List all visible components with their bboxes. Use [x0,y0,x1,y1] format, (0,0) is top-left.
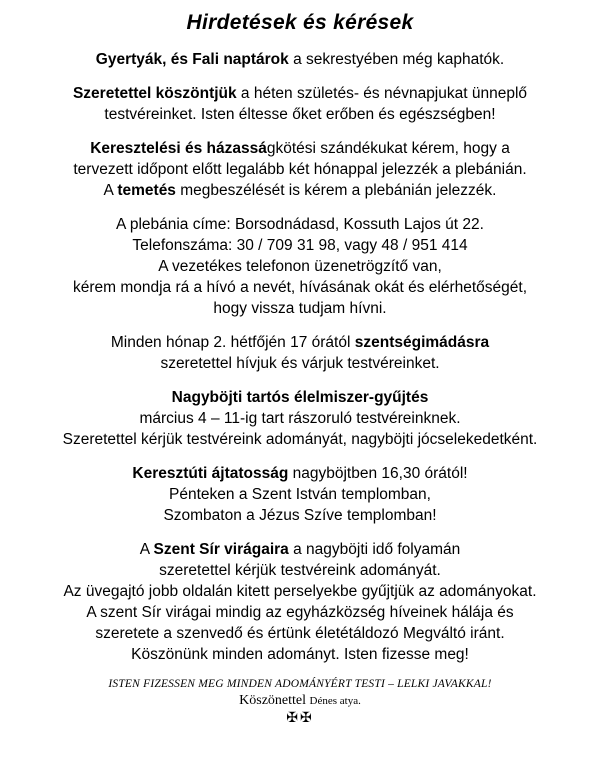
bold-phrase: Nagyböjti tartós élelmiszer-gyűjtés [171,389,429,406]
notice-line: Pénteken a Szent István templomban, [169,486,431,503]
bold-phrase: Gyertyák, és Fali naptárok [95,51,289,68]
food-collection-notice [10,387,590,450]
baptism-wedding-funeral-notice [10,138,590,201]
footer [0,678,600,727]
notice-line [10,138,590,159]
blessing-line: ISTEN FIZESSEN MEG MINDEN ADOMÁNYÉRT TESTI – LELKI JAVAKKAL! [108,678,492,690]
text-run: a nagyböjti idő folyamán [288,541,461,558]
bold-phrase: Szeretettel köszöntjük [72,85,237,102]
phone-line: Telefonszáma: 30 / 709 31 98, vagy 48 / 951 414 [132,237,468,254]
adoration-notice [10,332,590,374]
text-run: A [103,182,118,199]
text-run: Minden hónap 2. hétfőjén 17 órától [110,334,355,351]
text-run: nagyböjtben 16,30 órától! [288,465,468,482]
cross-icon: ✠✠ [286,711,314,726]
notice-line: Az üvegajtó jobb oldalán kitett perselyekbe gyűjtjük az adományokat. [63,583,537,600]
thanks-text: Köszönettel [239,693,307,708]
parish-contact-info [10,214,590,319]
notice-line: A szent Sír virágai mindig az egyházközség híveinek hálája és [86,604,514,621]
notice-line: A vezetékes telefonon üzenetrögzítő van, [158,258,442,275]
bold-phrase: Keresztelési és házassá [90,140,267,157]
text-run: A [139,541,154,558]
notice-line [10,83,590,104]
notice-line [10,49,590,70]
notice-line [10,463,590,484]
holy-sepulchre-flowers-notice [10,539,590,665]
bold-phrase: Szent Sír virágaira [153,541,289,558]
text-run: gkötési szándékukat kérem, hogy a [266,140,510,157]
notice-line: szeretettel kérjük testvéreink adományát. [159,562,441,579]
bold-phrase: Keresztúti ájtatosság [132,465,289,482]
notice-line: szeretete a szenvedő és értünk életétáldozó Megváltó iránt. [95,625,505,642]
way-of-cross-notice [10,463,590,526]
notice-line [10,180,590,201]
notice-line: testvéreinket. Isten éltesse őket erőben és egészségben! [104,106,496,123]
notice-line: Köszönünk minden adományt. Isten fizesse meg! [131,646,469,663]
bold-phrase: szentségimádásra [354,334,490,351]
priest-signature: Dénes atya. [309,695,361,707]
signature-line [0,693,600,709]
notice-line [10,539,590,560]
notice-line: hogy vissza tudjam hívni. [213,300,387,317]
address-line: A plebánia címe: Borsodnádasd, Kossuth Lajos út 22. [116,216,484,233]
notice-line: Szombaton a Jézus Szíve templomban! [163,507,437,524]
birthday-greeting [10,83,590,125]
text-run: a héten születés- és névnapjukat ünneplő [236,85,528,102]
text-run: megbeszélését is kérem a plebánián jelezzék. [175,182,497,199]
notice-line: március 4 – 11-ig tart rászoruló testvéreinknek. [139,410,461,427]
notice-line: Szeretettel kérjük testvéreink adományát, nagyböjti jócselekedetként. [62,431,538,448]
bold-phrase: temetés [117,182,176,199]
notice-line [10,387,590,408]
notice-line: szeretettel hívjuk és várjuk testvéreinket. [160,355,440,372]
notice-line [10,332,590,353]
notice-line: kérem mondja rá a hívó a nevét, hívásának okát és elérhetőségét, [72,279,528,296]
candles-calendar-notice [10,49,590,70]
page-title: Hirdetések és kérések [186,11,414,34]
text-run: a sekrestyében még kaphatók. [288,51,505,68]
notice-line: tervezett időpont előtt legalább két hónappal jelezzék a plebánián. [73,161,527,178]
